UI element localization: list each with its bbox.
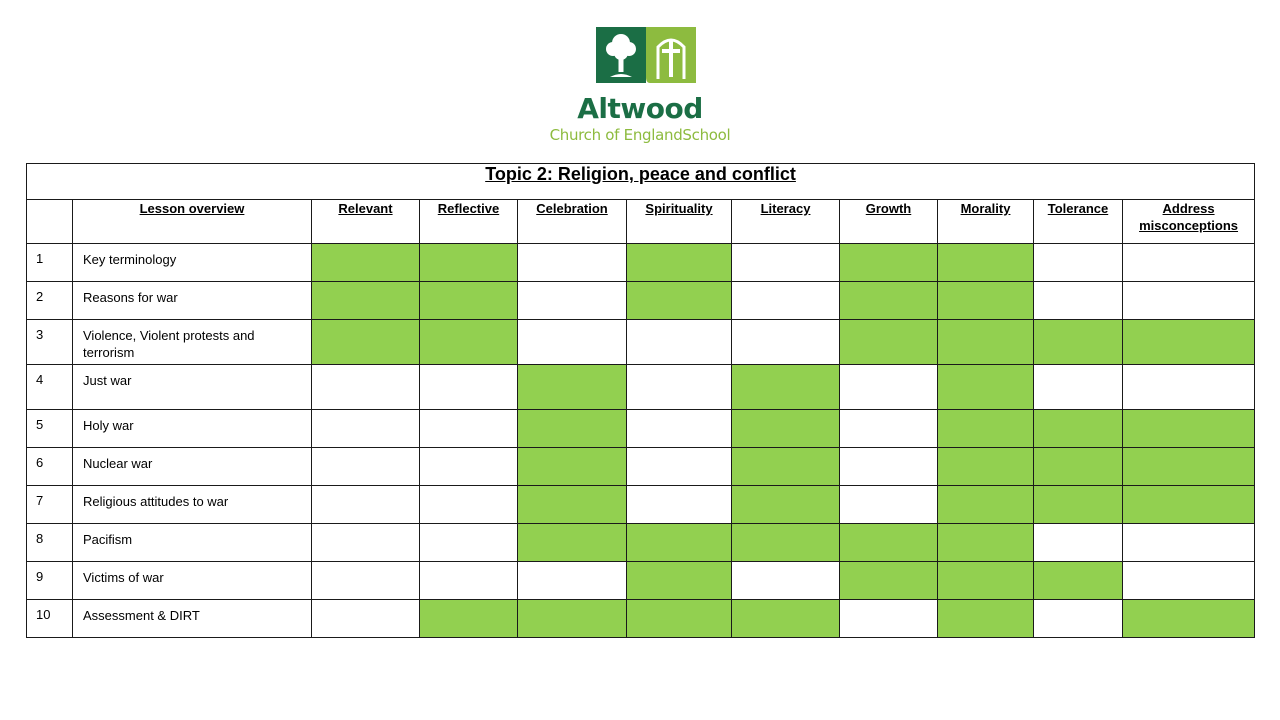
empty-cell <box>1123 365 1255 410</box>
empty-cell <box>1034 600 1123 638</box>
empty-cell <box>1123 524 1255 562</box>
column-header: Literacy <box>732 200 840 244</box>
highlighted-cell <box>938 448 1034 486</box>
highlighted-cell <box>732 448 840 486</box>
lesson-title: Religious attitudes to war <box>73 486 312 524</box>
lesson-title: Pacifism <box>73 524 312 562</box>
lesson-title: Just war <box>73 365 312 410</box>
table-row <box>27 244 1255 282</box>
empty-cell <box>627 410 732 448</box>
highlighted-cell <box>420 600 518 638</box>
empty-cell <box>732 244 840 282</box>
highlighted-cell <box>312 244 420 282</box>
highlighted-cell <box>312 282 420 320</box>
lesson-number: 5 <box>27 410 73 448</box>
highlighted-cell <box>312 320 420 365</box>
highlighted-cell <box>518 410 627 448</box>
column-header: Address misconceptions <box>1123 200 1255 244</box>
empty-cell <box>1123 562 1255 600</box>
empty-cell <box>1034 524 1123 562</box>
highlighted-cell <box>840 282 938 320</box>
empty-cell <box>312 410 420 448</box>
column-header: Morality <box>938 200 1034 244</box>
table-row <box>27 365 1255 410</box>
empty-cell <box>420 448 518 486</box>
empty-cell <box>312 562 420 600</box>
empty-cell <box>840 410 938 448</box>
highlighted-cell <box>1123 320 1255 365</box>
highlighted-cell <box>627 244 732 282</box>
empty-cell <box>518 320 627 365</box>
highlighted-cell <box>732 486 840 524</box>
table-row <box>27 320 1255 365</box>
highlighted-cell <box>732 524 840 562</box>
table-row <box>27 448 1255 486</box>
highlighted-cell <box>938 365 1034 410</box>
empty-cell <box>732 320 840 365</box>
lesson-number: 9 <box>27 562 73 600</box>
highlighted-cell <box>518 600 627 638</box>
empty-cell <box>627 448 732 486</box>
column-header: Growth <box>840 200 938 244</box>
empty-cell <box>420 410 518 448</box>
lesson-number: 1 <box>27 244 73 282</box>
highlighted-cell <box>1123 448 1255 486</box>
empty-cell <box>627 320 732 365</box>
empty-cell <box>420 562 518 600</box>
highlighted-cell <box>420 282 518 320</box>
lesson-number: 10 <box>27 600 73 638</box>
highlighted-cell <box>1034 562 1123 600</box>
lesson-title: Nuclear war <box>73 448 312 486</box>
empty-cell <box>312 365 420 410</box>
highlighted-cell <box>840 524 938 562</box>
highlighted-cell <box>732 600 840 638</box>
school-name: Altwood <box>577 92 703 125</box>
highlighted-cell <box>518 486 627 524</box>
table-row <box>27 282 1255 320</box>
highlighted-cell <box>938 600 1034 638</box>
empty-cell <box>420 365 518 410</box>
highlighted-cell <box>938 524 1034 562</box>
lesson-title: Reasons for war <box>73 282 312 320</box>
empty-cell <box>840 600 938 638</box>
highlighted-cell <box>1123 600 1255 638</box>
column-header: Celebration <box>518 200 627 244</box>
table-row <box>27 410 1255 448</box>
lesson-number: 7 <box>27 486 73 524</box>
lesson-overview-table <box>26 163 1255 638</box>
highlighted-cell <box>840 244 938 282</box>
empty-cell <box>840 486 938 524</box>
lesson-number: 4 <box>27 365 73 410</box>
school-subtitle: Church of EnglandSchool <box>549 126 731 144</box>
highlighted-cell <box>840 562 938 600</box>
lesson-title: Victims of war <box>73 562 312 600</box>
highlighted-cell <box>732 410 840 448</box>
table-row <box>27 600 1255 638</box>
empty-cell <box>840 448 938 486</box>
highlighted-cell <box>1034 448 1123 486</box>
school-crest-icon <box>596 27 696 83</box>
highlighted-cell <box>732 365 840 410</box>
column-header: Lesson overview <box>73 200 312 244</box>
highlighted-cell <box>627 600 732 638</box>
highlighted-cell <box>627 524 732 562</box>
highlighted-cell <box>420 244 518 282</box>
highlighted-cell <box>840 320 938 365</box>
table-row <box>27 562 1255 600</box>
table-title: Topic 2: Religion, peace and conflict <box>27 164 1255 200</box>
empty-cell <box>312 524 420 562</box>
lesson-title: Key terminology <box>73 244 312 282</box>
column-header: Spirituality <box>627 200 732 244</box>
lesson-title: Assessment & DIRT <box>73 600 312 638</box>
column-header: Tolerance <box>1034 200 1123 244</box>
empty-cell <box>1034 282 1123 320</box>
highlighted-cell <box>420 320 518 365</box>
highlighted-cell <box>1123 410 1255 448</box>
empty-cell <box>518 244 627 282</box>
highlighted-cell <box>938 486 1034 524</box>
table-row <box>27 524 1255 562</box>
highlighted-cell <box>627 282 732 320</box>
empty-cell <box>420 486 518 524</box>
lesson-number: 3 <box>27 320 73 365</box>
empty-cell <box>1123 282 1255 320</box>
empty-cell <box>732 562 840 600</box>
highlighted-cell <box>938 244 1034 282</box>
highlighted-cell <box>938 320 1034 365</box>
highlighted-cell <box>518 448 627 486</box>
highlighted-cell <box>518 524 627 562</box>
column-header: Relevant <box>312 200 420 244</box>
highlighted-cell <box>1034 410 1123 448</box>
empty-cell <box>1123 244 1255 282</box>
lesson-title: Violence, Violent protests and terrorism <box>73 320 312 365</box>
column-header: Reflective <box>420 200 518 244</box>
lesson-number: 8 <box>27 524 73 562</box>
highlighted-cell <box>1034 486 1123 524</box>
highlighted-cell <box>938 562 1034 600</box>
lesson-number: 6 <box>27 448 73 486</box>
empty-cell <box>518 562 627 600</box>
empty-cell <box>420 524 518 562</box>
highlighted-cell <box>938 410 1034 448</box>
table-row <box>27 486 1255 524</box>
lesson-number: 2 <box>27 282 73 320</box>
empty-cell <box>312 486 420 524</box>
empty-cell <box>518 282 627 320</box>
highlighted-cell <box>627 562 732 600</box>
empty-cell <box>1034 365 1123 410</box>
school-logo <box>0 0 1280 160</box>
empty-cell <box>840 365 938 410</box>
empty-cell <box>732 282 840 320</box>
highlighted-cell <box>518 365 627 410</box>
empty-cell <box>627 365 732 410</box>
header-number <box>27 200 73 244</box>
empty-cell <box>1034 244 1123 282</box>
empty-cell <box>627 486 732 524</box>
highlighted-cell <box>938 282 1034 320</box>
empty-cell <box>312 600 420 638</box>
lesson-title: Holy war <box>73 410 312 448</box>
empty-cell <box>312 448 420 486</box>
highlighted-cell <box>1034 320 1123 365</box>
highlighted-cell <box>1123 486 1255 524</box>
